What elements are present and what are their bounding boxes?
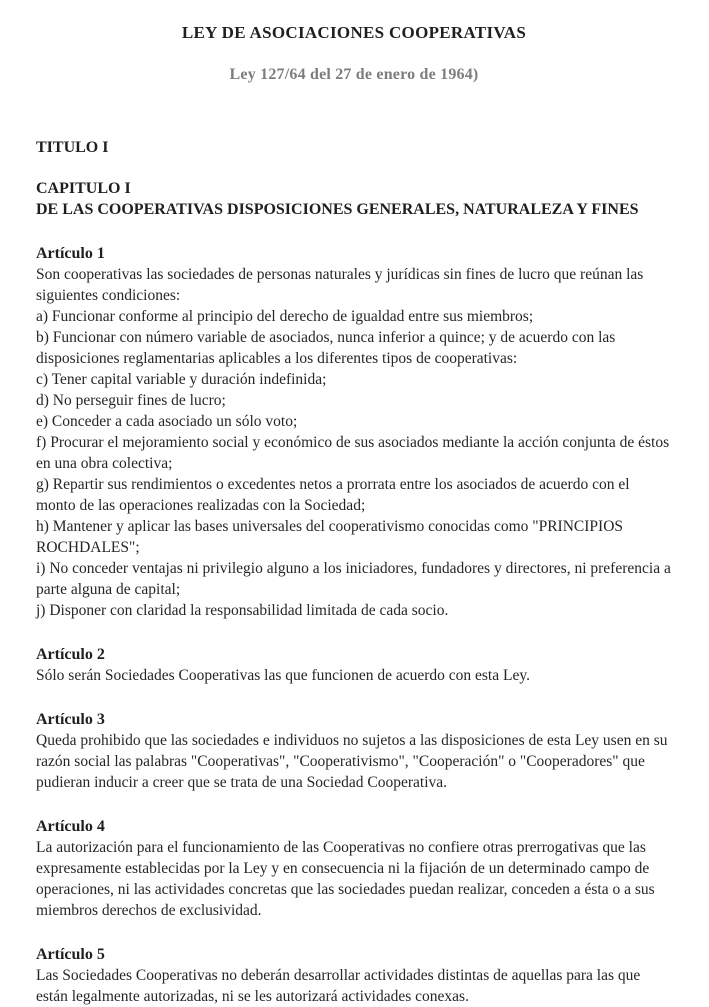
article-paragraph: d) No perseguir fines de lucro;: [36, 392, 226, 409]
article-paragraph: f) Procurar el mejoramiento social y económico de sus asociados mediante la acción conjunta de éstos en una obra colectiva;: [36, 434, 670, 472]
capitulo-heading: [36, 178, 666, 220]
article-section: [36, 644, 672, 686]
article-paragraph: a) Funcionar conforme al principio del derecho de igualdad entre sus miembros;: [36, 308, 534, 325]
articles: [36, 243, 672, 1007]
article-heading: Artículo 2: [36, 646, 105, 663]
article-section: [36, 816, 672, 921]
article-body: [36, 730, 672, 793]
article-section: [36, 944, 672, 1007]
article-paragraph: h) Mantener y aplicar las bases universales del cooperativismo conocidas como "PRINCIPIOS ROCHDALES";: [36, 518, 624, 556]
article-body: [36, 665, 672, 686]
article-body: [36, 837, 672, 921]
article-heading: Artículo 1: [36, 245, 105, 262]
article-body: [36, 965, 672, 1007]
capitulo-heading-line2: DE LAS COOPERATIVAS DISPOSICIONES GENERALES, NATURALEZA Y FINES: [36, 201, 639, 218]
article-paragraph: c) Tener capital variable y duración indefinida;: [36, 371, 327, 388]
article-section: [36, 709, 672, 793]
article-paragraph: g) Repartir sus rendimientos o excedentes netos a prorrata entre los asociados de acuerdo con el monto de las operaciones realizadas con la Sociedad;: [36, 476, 630, 514]
article-body: [36, 264, 672, 621]
article-heading: Artículo 5: [36, 946, 105, 963]
document-subtitle: Ley 127/64 del 27 de enero de 1964): [229, 66, 479, 83]
article-heading: Artículo 3: [36, 711, 105, 728]
article-paragraph: Las Sociedades Cooperativas no deberán desarrollar actividades distintas de aquellas para las que están legalmente autorizadas, ni se les autorizará actividades conexas.: [36, 967, 641, 1005]
article-paragraph: j) Disponer con claridad la responsabilidad limitada de cada socio.: [36, 602, 449, 619]
article-paragraph: Queda prohibido que las sociedades e individuos no sujetos a las disposiciones de esta Ley usen en su razón social las palabras "Cooperativas", "Cooperativismo", "Cooperación" o "Cooperadores" que pudieran inducir a creer que se trata de una Sociedad Cooperativa.: [36, 732, 668, 791]
capitulo-heading-line1: CAPITULO I: [36, 180, 131, 197]
titulo-heading: TITULO I: [36, 139, 109, 156]
article-paragraph: b) Funcionar con número variable de asociados, nunca inferior a quince; y de acuerdo con las disposiciones reglamentarias aplicables a los diferentes tipos de cooperativas:: [36, 329, 616, 367]
article-paragraph: e) Conceder a cada asociado un sólo voto;: [36, 413, 298, 430]
article-paragraph: Son cooperativas las sociedades de personas naturales y jurídicas sin fines de lucro que reúnan las siguientes condiciones:: [36, 266, 644, 304]
article-paragraph: i) No conceder ventajas ni privilegio alguno a los iniciadores, fundadores y directores, ni preferencia a parte alguna de capital;: [36, 560, 671, 598]
article-paragraph: La autorización para el funcionamiento de las Cooperativas no confiere otras prerrogativas que las expresamente establecidas por la Ley y en consecuencia ni la fijación de un determinado campo de operaciones, ni las actividades concretas que las sociedades puedan realizar, conceden a ésta o a sus miembros derechos de exclusividad.: [36, 839, 655, 919]
article-paragraph: Sólo serán Sociedades Cooperativas las que funcionen de acuerdo con esta Ley.: [36, 667, 530, 684]
article-heading: Artículo 4: [36, 818, 105, 835]
document-title: LEY DE ASOCIACIONES COOPERATIVAS: [181, 23, 527, 42]
article-section: [36, 243, 672, 621]
